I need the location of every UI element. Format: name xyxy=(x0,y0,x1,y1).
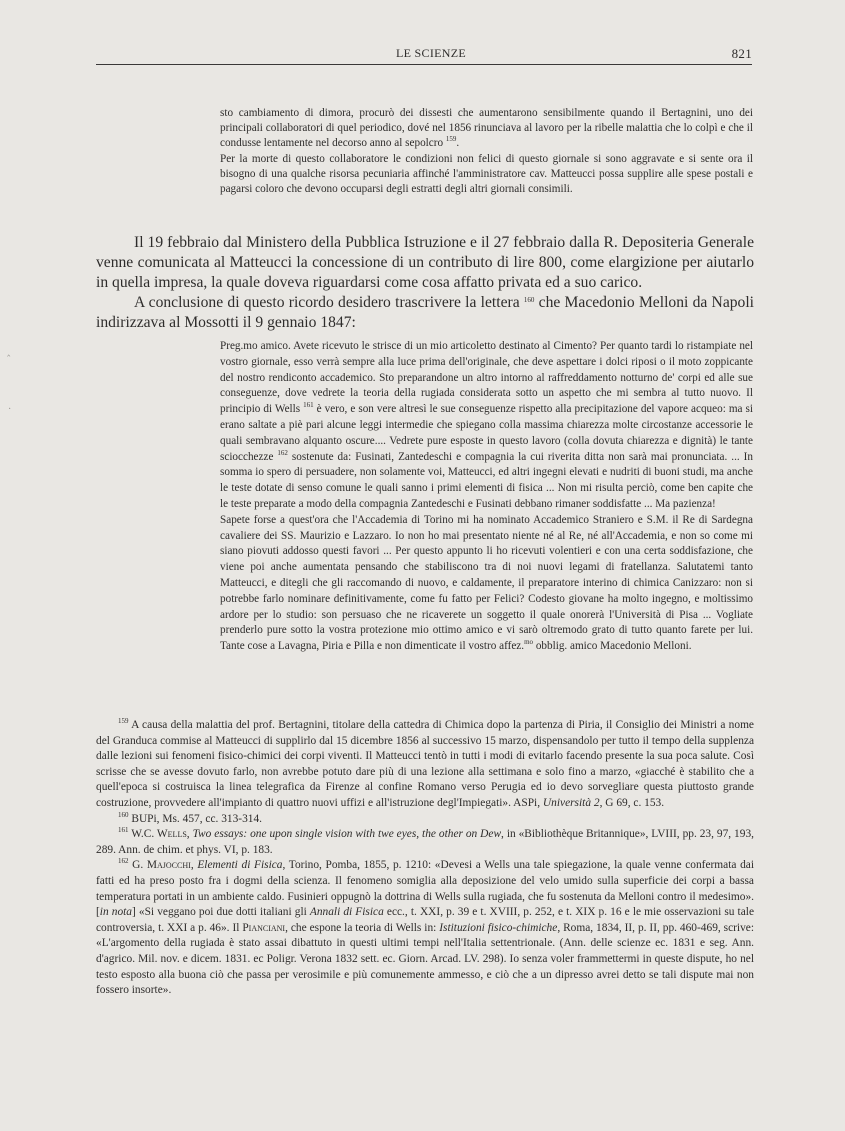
footnote-ref[interactable]: 162 xyxy=(277,448,288,457)
text-run: obblig. amico Macedonio Melloni. xyxy=(533,640,692,653)
text-run: W.C. Wells, xyxy=(128,828,193,841)
footnote-159 xyxy=(96,718,754,812)
body-paragraph xyxy=(96,293,754,333)
text-run: sostenute da: Fusinati, Zantedeschi e compagnia la cui riverita ditta non sarà mai pronunciata. ... In somma io spero di persuadere, non solamente voi, Matteucci, ed altri ingegni elevati e nudriti di buoni studi, ma anche le teste dotate di senso comune le quali sanno i primi elementi di fisica ... Non mi risulta perciò, come ben capite che le teste preparate a modo della compagnia Zantedeschi e Fusinati debbano rimaner soddisfatte ... Ma pazienza! xyxy=(220,450,753,510)
footnote-ref[interactable]: 160 xyxy=(523,296,535,304)
page-number: 821 xyxy=(731,46,752,61)
text-run: che Macedonio Melloni da Napoli indirizzava al Mossotti il 9 gennaio 1847: xyxy=(96,294,754,331)
text-run: in nota xyxy=(99,906,133,919)
text-run: , Torino, Pomba, 1855, p. 1210: «Devesi a Wells una tale spiegazione, la quale venne confermata dai fatti ed ha preso posto fra i dogmi della scienza. Il fenomeno somiglia alla deposizione del velo umido sulla superficie dei corpi a bassa temperatura portati in un ambiente caldo. Fusinieri oppugnò la dottrina di Wells sulla rugiada, che fu sostenuta da Melloni contro il medesimo». [ xyxy=(96,859,755,919)
footnote-number: 160 xyxy=(118,810,129,819)
body-paragraph: Il 19 febbraio dal Ministero della Pubblica Istruzione e il 27 febbraio dalla R. Depositeria Generale venne comunicata al Matteucci la concessione di un contributo di lire 800, come elargizione per aiutarlo in quella impresa, la quale doveva riguardarsi come cosa affatto privata ed a suo carico. xyxy=(96,234,754,291)
text-run: è vero, e son vere altresì le sue conseguenze rispetto alla precipitazione del vapore acqueo: ma si erano saltate a piè pari alcune leggi intermedie che spiegano colla massima chiarezza molte circostanze accessorie le quali sembravano alquanto oscure.... Vedrete pure esposte in questo lavoro (colla dovuta chiarezza e dignità) le tante sciocchezze xyxy=(220,403,753,463)
quote-paragraph xyxy=(220,106,753,152)
scan-speck: · xyxy=(8,404,12,415)
text-run: , in «Bibliothèque Britannique», LVIII, pp. 23, 97, 193, 289. Ann. de chim. et phys. VI, p. 183. xyxy=(96,828,754,856)
text-run: A causa della malattia del prof. Bertagnini, titolare della cattedra di Chimica dopo la partenza di Piria, il Consiglio dei Ministri a nome del Granduca commise al Matteucci di supplirlo dal 15 dicembre 1856 al successivo 15 marzo, dispensandolo per tutto il tempo della supplenza dalle lezioni sui fenomeni fisico-chimici dei corpi viventi. Il Matteucci tentò in tutti i modi di evitarlo facendo presente la sua poca salute. Così scrisse che se avesse dovuto farlo, non avrebbe potuto dare più di una lezione alla settimana e solo fino a marzo, «giacché è stabilito che a quell'epoca si costruisca la linea telegrafica da Firenze al confine Romano verso Perugia ed io devo sorvegliare questa piuttosto grande costruzione, provvedere all'impianto di quattro nuovi uffizi e all'istruzione degl'Impiegati». ASPi, xyxy=(96,719,754,809)
footnote-ref[interactable]: 159 xyxy=(445,135,457,144)
text-run: BUPi, Ms. 457, cc. 313-314. xyxy=(128,812,263,825)
text-run: Pianciani xyxy=(242,921,286,934)
text-run: Università 2 xyxy=(542,796,600,809)
footnotes xyxy=(96,718,754,999)
scan-speck: ‸ xyxy=(7,346,11,357)
text-run: A conclusione di questo ricordo desidero trascrivere la lettera xyxy=(134,294,524,311)
letter-paragraph xyxy=(220,513,753,655)
text-run: , Roma, 1834, II, p. II, pp. 460-469, scrive: «L'argomento della rugiada è stato assai dibattuto in questi ultimi tempi nell'Italia settentrionale. (Ann. delle scienze ec. 1831 e seg. Ann. d'agrico. Mil. nov. e dicem. 1831. ec Poligr. Verona 1832 sett. ec. Giorn. Arcad. LV. 298). Io senza voler frammettermi in queste dispute, ho nel testo esposto alla buona ciò che passa per verosimile e più comunemente ammesso, e ciò che a un dipresso avrei detto se tali dispute mai non fossero insorte». xyxy=(96,921,755,997)
footnote-162 xyxy=(96,858,754,998)
melloni-letter xyxy=(220,339,753,655)
text-run: . xyxy=(456,137,460,150)
footnote-161 xyxy=(96,827,754,858)
text-run: ecc., t. XXI, p. 39 e t. XVIII, p. 252, e t. XIX p. 16 e le mie osservazioni su tale controversia, t. XXI a p. 46». Il xyxy=(96,906,754,934)
journal-title: LE SCIENZE xyxy=(396,46,466,60)
body-text xyxy=(96,233,754,333)
text-run: Two essays: one upon single vision with twe eyes, the other on Dew xyxy=(192,828,502,841)
footnote-number: 161 xyxy=(118,826,129,835)
superscript: mo xyxy=(524,638,534,647)
text-run: Preg.mo amico. Avete ricevuto le strisce di un mio articoletto destinato al Cimento? Per quanto tardi lo ristampiate nel vostro giornale, esso verrà sempre alla luce prima dell'originale, che deve aspettare i dolci riposi o il moto zoppicante del nostro rendiconto accademico. Sto preparandone un altro intorno al raffreddamento notturno de' corpi ed alle sue conseguenze, dove vedrete la teoria della rugiada considerata sotto un aspetto che mi sembra al tutto nuovo. Il principio di Wells xyxy=(220,340,753,416)
letter-paragraph xyxy=(220,339,753,513)
text-run: Elementi di Fisica xyxy=(197,859,283,872)
text-run: , G 69, c. 153. xyxy=(599,796,665,809)
text-run: sto cambiamento di dimora, procurò dei dissesti che aumentarono sensibilmente quando il Bertagnini, uno dei principali collaboratori di quel periodico, dové nel 1856 rinunciava al lavoro per la ribelle malattia che lo colpì e che il condusse lentamente nel decorso anno al sepolcro xyxy=(220,107,753,150)
text-run: Istituzioni fisico-chimiche xyxy=(439,921,558,934)
text-run: ] «Si veggano poi due dotti italiani gli xyxy=(132,906,310,919)
footnote-number: 159 xyxy=(118,717,129,725)
quotation-continued xyxy=(220,106,753,197)
text-run: Sapete forse a quest'ora che l'Accademia di Torino mi ha nominato Accademico Straniero e S.M. il Re di Sardegna cavaliere dei SS. Maurizio e Lazzaro. Io non ho mai presentato niente né al Re, né all'Accademia, e non so come mi siano piovuti addosso questi favori ... Per questo appunto li ho ricevuti volentieri e con una certa soddisfazione, che viene poi anche aumentata pensando che stabiliscono tra di noi nuovi legami di fratellanza. Salutatemi tanto Matteucci, e ditegli che gli raccomando di nuovo, e caldamente, il preparatore interino di chimica Canizzaro: non si potrebbe farlo nominare definitivamente, come fu fatto per Felici? Codesto giovane ha molto ingegno, e moltissimo ardore per lo studio: son persuaso che ne ricaverete un soggetto il quale onorerà l'Università di Pisa ... Vogliate prenderlo pure sotto la vostra protezione mio ottimo amico e vi sarò oltremodo grato di tutto quanto farete per lui. Tante cose a Lavagna, Piria e Pilla e non dimenticate il vostro affez. xyxy=(220,513,753,653)
text-run: , che espone la teoria di Wells in: xyxy=(285,921,440,934)
text-run: G. Majocchi, xyxy=(128,859,198,872)
footnote-number: 162 xyxy=(118,857,129,866)
footnote-160 xyxy=(96,812,754,828)
running-head xyxy=(96,42,752,65)
footnote-ref[interactable]: 161 xyxy=(303,401,314,410)
quote-paragraph: Per la morte di questo collaboratore le condizioni non felici di questo giornale si sono aggravate e si sente ora il bisogno di una qualche risorsa pecuniaria affinché l'amministratore cav. Matteucci possa supplire alle spese postali e pagarsi coloro che devono occuparsi degli estratti degli altri giornali consimili. xyxy=(220,152,753,196)
text-run: Annali di Fisica xyxy=(309,906,384,919)
